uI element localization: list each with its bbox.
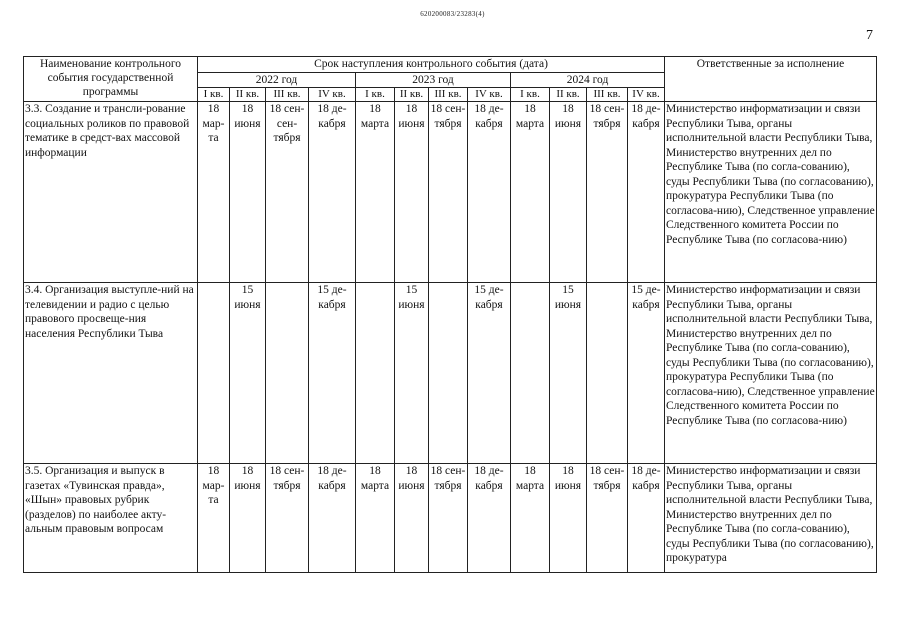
date-cell: 18 де-кабря	[309, 102, 356, 283]
document-code: 620200083/23283(4)	[420, 10, 485, 18]
date-cell: 18 де-кабря	[468, 102, 511, 283]
quarter-header: II кв.	[395, 88, 429, 102]
date-cell: 18 де-кабря	[628, 464, 665, 573]
date-cell	[356, 283, 395, 464]
quarter-header: III кв.	[587, 88, 628, 102]
quarter-header: II кв.	[230, 88, 266, 102]
date-cell: 15 де-кабря	[628, 283, 665, 464]
year-2024: 2024 год	[511, 72, 665, 88]
quarter-header: IV кв.	[628, 88, 665, 102]
event-name: 3.4. Организация выступле-ний на телевидении и радио с целью правового просвеще-ния населения Республики Тыва	[24, 283, 198, 464]
date-cell: 18 сен-тября	[429, 464, 468, 573]
date-cell: 15 июня	[550, 283, 587, 464]
date-cell: 18 июня	[395, 464, 429, 573]
date-cell	[266, 283, 309, 464]
event-name: 3.3. Создание и трансли-рование социальных роликов по правовой тематике в средст-вах массовой информации	[24, 102, 198, 283]
header-name: Наименование контрольного события государственной программы	[24, 57, 198, 102]
quarter-header: II кв.	[550, 88, 587, 102]
responsible-cell: Министерство информатизации и связи Республики Тыва, органы исполнительной власти Республики Тыва, Министерство внутренних дел по Республике Тыва (по согла-сованию), суды Республики Тыва (по согласованию), прокуратура	[665, 464, 877, 573]
date-cell: 15 де-кабря	[468, 283, 511, 464]
date-cell	[429, 283, 468, 464]
date-cell	[587, 283, 628, 464]
date-cell: 18 сен-тября	[266, 464, 309, 573]
date-cell: 18 сен-тября	[587, 102, 628, 283]
date-cell	[511, 283, 550, 464]
date-cell: 18 июня	[230, 464, 266, 573]
date-cell: 18 сен-тября	[587, 464, 628, 573]
quarter-header: IV кв.	[468, 88, 511, 102]
date-cell: 15 де-кабря	[309, 283, 356, 464]
date-cell: 18 марта	[356, 102, 395, 283]
event-name: 3.5. Организация и выпуск в газетах «Тувинская правда», «Шын» правовых рубрик (разделов) по наиболее акту-альным правовым вопросам	[24, 464, 198, 573]
date-cell: 18 мар-та	[198, 464, 230, 573]
quarter-header: I кв.	[511, 88, 550, 102]
header-deadline: Срок наступления контрольного события (дата)	[198, 57, 665, 73]
date-cell: 18 марта	[511, 464, 550, 573]
year-2022: 2022 год	[198, 72, 356, 88]
date-cell: 18 июня	[550, 102, 587, 283]
date-cell: 18 июня	[550, 464, 587, 573]
quarter-header: III кв.	[429, 88, 468, 102]
date-cell: 15 июня	[230, 283, 266, 464]
control-events-table	[23, 56, 877, 573]
date-cell: 18 де-кабря	[628, 102, 665, 283]
table-row	[24, 102, 877, 283]
date-cell: 18 сен-сен-тября	[266, 102, 309, 283]
table-row	[24, 464, 877, 573]
quarter-header: I кв.	[198, 88, 230, 102]
date-cell: 18 июня	[395, 102, 429, 283]
responsible-cell: Министерство информатизации и связи Республики Тыва, органы исполнительной власти Республики Тыва, Министерство внутренних дел по Республике Тыва (по согла-сованию), суды Республики Тыва (по согласованию), прокуратура Республики Тыва (по согласова-нию), Следственное управление Следственного комитета России по Республике Тыва (по согласова-нию)	[665, 283, 877, 464]
date-cell: 18 июня	[230, 102, 266, 283]
header-responsible: Ответственные за исполнение	[665, 57, 877, 102]
date-cell	[198, 283, 230, 464]
quarter-header: III кв.	[266, 88, 309, 102]
date-cell: 18 де-кабря	[468, 464, 511, 573]
quarter-header: IV кв.	[309, 88, 356, 102]
date-cell: 15 июня	[395, 283, 429, 464]
date-cell: 18 марта	[356, 464, 395, 573]
date-cell: 18 мар-та	[198, 102, 230, 283]
date-cell: 18 де-кабря	[309, 464, 356, 573]
year-2023: 2023 год	[356, 72, 511, 88]
responsible-cell: Министерство информатизации и связи Республики Тыва, органы исполнительной власти Республики Тыва, Министерство внутренних дел по Республике Тыва (по согла-сованию), суды Республики Тыва (по согласованию), прокуратура Республики Тыва (по согласова-нию), Следственное управление Следственного комитета России по Республике Тыва (по согласова-нию)	[665, 102, 877, 283]
date-cell: 18 сен-тября	[429, 102, 468, 283]
table-row	[24, 283, 877, 464]
date-cell: 18 марта	[511, 102, 550, 283]
quarter-header: I кв.	[356, 88, 395, 102]
page-number: 7	[866, 28, 873, 43]
